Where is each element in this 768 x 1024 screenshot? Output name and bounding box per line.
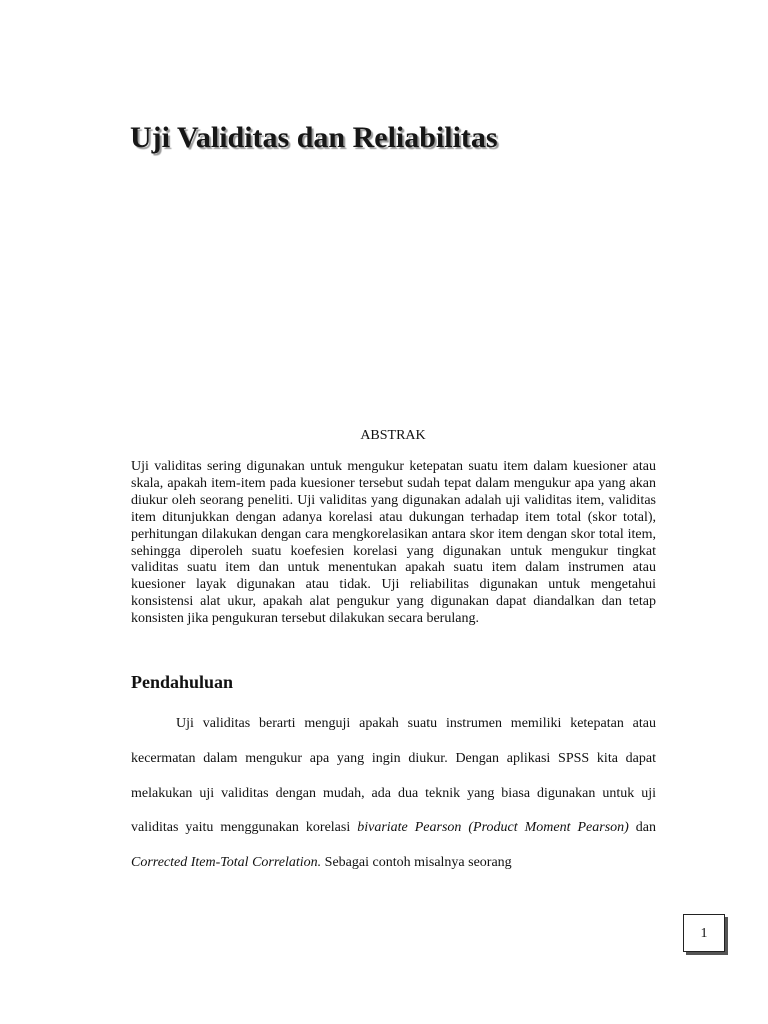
document-title: Uji Validitas dan Reliabilitas (130, 121, 498, 154)
intro-text-part-3: Sebagai contoh misalnya seorang (321, 855, 512, 871)
section-heading-pendahuluan: Pendahuluan (131, 672, 234, 692)
intro-text-part-2: dan (628, 820, 657, 836)
introduction-paragraph (131, 707, 656, 881)
abstract-text: Uji validitas sering digunakan untuk mengukur ketepatan suatu item dalam kuesioner atau skala, apakah item-item pada kuesioner tersebut sudah tepat dalam mengukur apa yang akan diukur oleh seorang peneliti. Uji validitas yang digunakan adalah uji validitas item, validitas item ditunjukkan dengan adanya korelasi atau dukungan terhadap item total (skor total), perhitungan dilakukan dengan cara mengkorelasikan antara skor item dengan skor total item, sehingga diperoleh suatu koefesien korelasi yang digunakan untuk mengukur tingkat validitas suatu item dan untuk menentukan apakah suatu item dalam instrumen atau kuesioner layak digunakan atau tidak. Uji reliabilitas digunakan untuk mengetahui konsistensi alat ukur, apakah alat pengukur yang digunakan dapat diandalkan dan tetap konsisten jika pengukuran tersebut dilakukan secara berulang. (131, 459, 656, 627)
intro-text-part-1: Uji validitas berarti menguji apakah suatu instrumen memiliki ketepatan atau kecermatan dalam mengukur apa yang ingin diukur. Dengan aplikasi SPSS kita dapat melakukan uji validitas dengan mudah, ada dua teknik yang biasa digunakan untuk uji validitas yaitu menggunakan korelasi (131, 716, 656, 836)
page-number: 1 (683, 914, 725, 952)
intro-italic-pearson: bivariate Pearson (Product Moment Pearson) (357, 820, 629, 836)
abstract-heading: ABSTRAK (360, 428, 426, 443)
intro-italic-corrected-item: Corrected Item-Total Correlation. (131, 855, 322, 871)
